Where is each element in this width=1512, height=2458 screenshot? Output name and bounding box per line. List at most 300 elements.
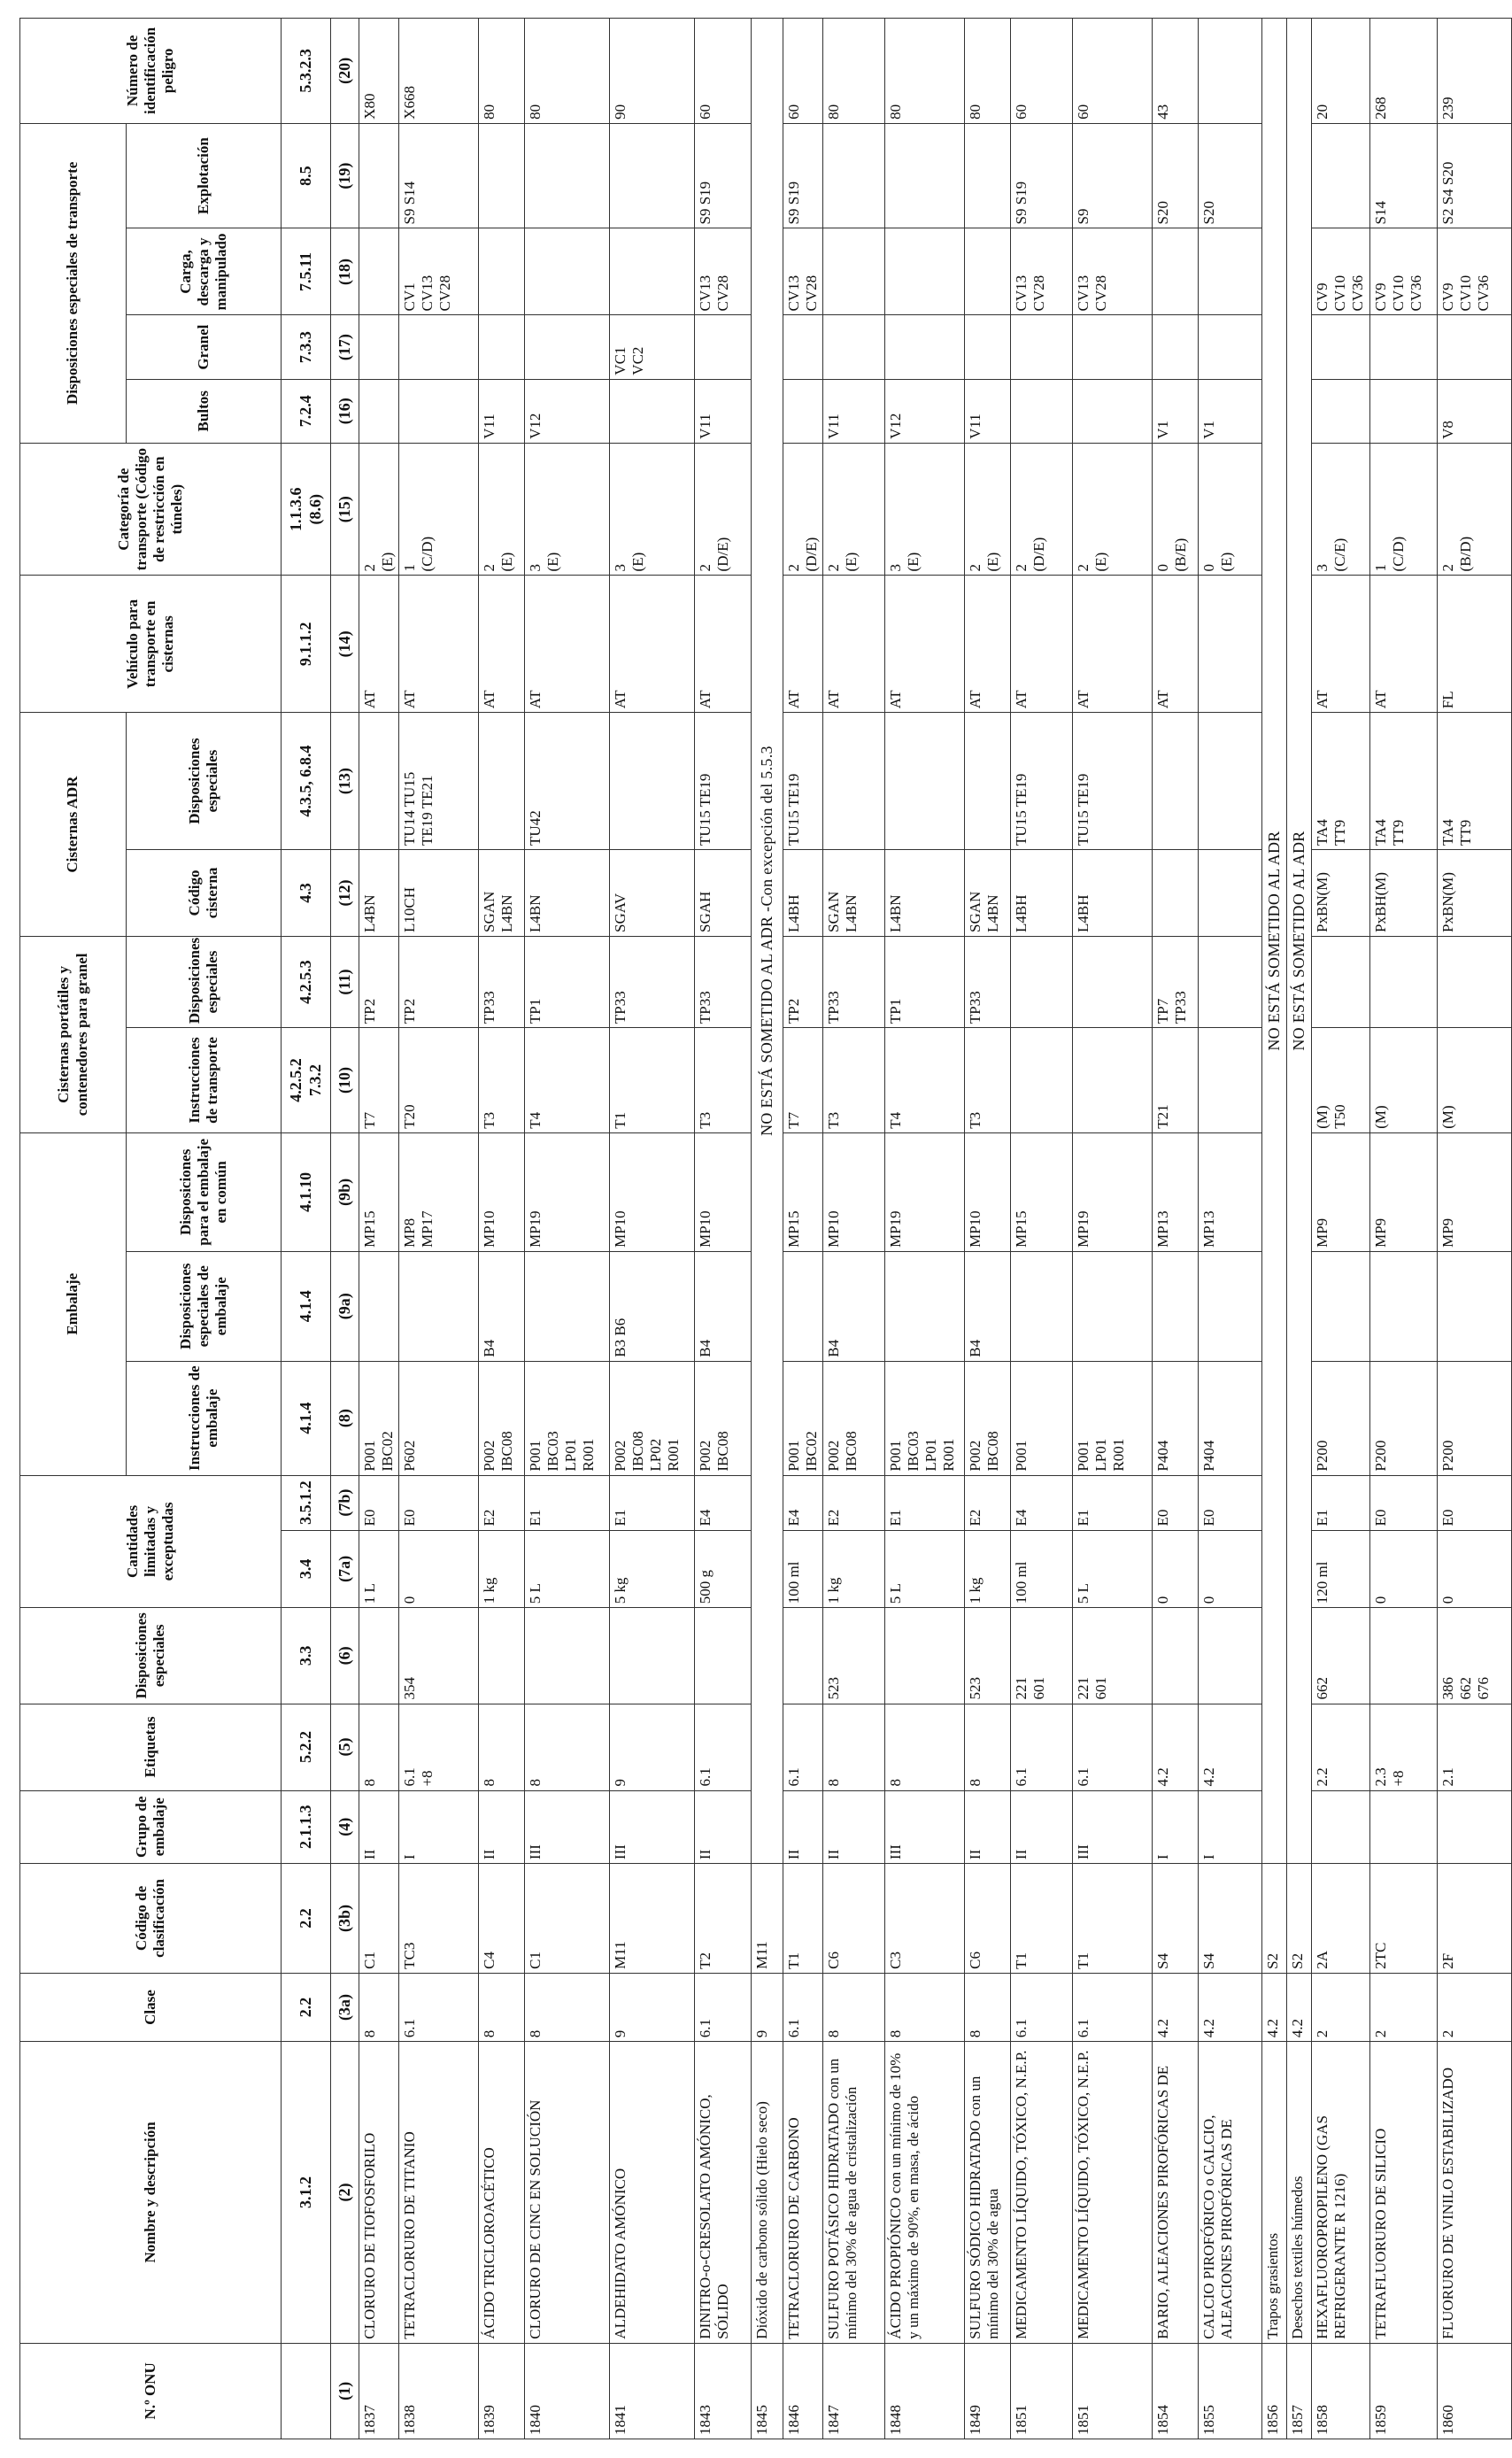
table-cell: CV13 CV28 xyxy=(1011,228,1073,315)
table-cell: 8 xyxy=(965,1704,1011,1790)
table-cell xyxy=(823,123,885,228)
table-cell: 1856 xyxy=(1262,2343,1287,2439)
column-number-cell: (7b) xyxy=(331,1475,359,1530)
table-cell: 4.2 xyxy=(1262,1973,1287,2041)
table-cell xyxy=(1011,936,1073,1027)
table-cell: MP10 xyxy=(610,1132,695,1251)
reference-cell: 3.4 xyxy=(282,1530,331,1608)
table-cell: AT xyxy=(1312,576,1370,713)
not-subject-note: NO ESTÁ SOMETIDO AL ADR -Con excepción del 5.5.3 xyxy=(752,19,783,1864)
substance-name-cell: TETRACLORURO DE CARBONO xyxy=(783,2042,823,2343)
table-cell xyxy=(1011,315,1073,379)
adr-dangerous-goods-table xyxy=(19,18,1512,2439)
substance-name-cell: ÁCIDO PROPIÓNICO con un mínimo de 10% y un máximo de 90%, en masa, de ácido xyxy=(885,2042,965,2343)
table-cell: 6.1 +8 xyxy=(399,1704,479,1790)
header-limited-quantities: Cantidades limitadas y exceptuadas xyxy=(20,1475,282,1608)
table-cell: E0 xyxy=(1438,1475,1512,1530)
table-cell: V11 xyxy=(695,379,752,443)
table-cell: AT xyxy=(359,576,399,713)
table-cell: AT xyxy=(1370,576,1438,713)
table-cell xyxy=(1199,19,1262,124)
table-cell: AT xyxy=(399,576,479,713)
header-tank-special: Disposiciones especiales xyxy=(127,713,282,850)
table-cell: L4BN xyxy=(525,849,610,936)
table-cell: 0 (E) xyxy=(1199,443,1262,576)
table-cell xyxy=(1312,315,1370,379)
table-cell xyxy=(1199,713,1262,850)
header-portable-tanks: Cisternas portátiles y contenedores para granel xyxy=(20,936,127,1132)
table-cell: E0 xyxy=(399,1475,479,1530)
table-cell: 6.1 xyxy=(783,1704,823,1790)
table-cell xyxy=(783,1251,823,1361)
table-cell: 1848 xyxy=(885,2343,965,2439)
table-cell: MP10 xyxy=(695,1132,752,1251)
table-cell: TP33 xyxy=(610,936,695,1027)
table-cell: 1849 xyxy=(965,2343,1011,2439)
table-cell: 662 xyxy=(1312,1608,1370,1704)
table-cell: 9 xyxy=(752,1973,783,2041)
table-cell: 43 xyxy=(1153,19,1199,124)
column-number-cell: (20) xyxy=(331,19,359,124)
table-cell: AT xyxy=(823,576,885,713)
table-cell xyxy=(479,315,525,379)
table-cell xyxy=(525,123,610,228)
table-cell: T4 xyxy=(885,1028,965,1133)
table-cell: B4 xyxy=(479,1251,525,1361)
table-cell: S20 xyxy=(1199,123,1262,228)
reference-cell: 4.3 xyxy=(282,849,331,936)
table-cell: 0 xyxy=(1199,1530,1262,1608)
substance-name-cell: BARIO, ALEACIONES PIROFÓRICAS DE xyxy=(1153,2042,1199,2343)
reference-cell: 4.2.5.3 xyxy=(282,936,331,1027)
column-number-cell: (3b) xyxy=(331,1864,359,1974)
table-cell: PxBN(M) xyxy=(1312,849,1370,936)
reference-cell: 8.5 xyxy=(282,123,331,228)
table-cell xyxy=(610,228,695,315)
table-cell: 6.1 xyxy=(1011,1973,1073,2041)
table-cell xyxy=(1312,1790,1370,1864)
header-labels: Etiquetas xyxy=(20,1704,282,1790)
table-cell: I xyxy=(399,1790,479,1864)
table-cell: 1 (C/D) xyxy=(399,443,479,576)
column-number-cell: (10) xyxy=(331,1028,359,1133)
table-row xyxy=(1438,19,1512,2439)
table-cell: V8 xyxy=(1438,379,1512,443)
table-cell: 8 xyxy=(823,1704,885,1790)
table-cell xyxy=(695,315,752,379)
table-cell: AT xyxy=(479,576,525,713)
table-cell: 2.2 xyxy=(1312,1704,1370,1790)
table-cell: I xyxy=(1153,1790,1199,1864)
table-cell xyxy=(783,379,823,443)
table-cell: E2 xyxy=(823,1475,885,1530)
table-cell: 2 (E) xyxy=(479,443,525,576)
table-cell: 354 xyxy=(399,1608,479,1704)
table-cell xyxy=(1073,379,1153,443)
table-cell: TU42 xyxy=(525,713,610,850)
table-cell: S4 xyxy=(1199,1864,1262,1974)
table-cell: CV1 CV13 CV28 xyxy=(399,228,479,315)
table-row xyxy=(1199,19,1262,2439)
table-cell: AT xyxy=(1153,576,1199,713)
table-cell: P200 xyxy=(1312,1361,1370,1475)
table-cell: E4 xyxy=(1011,1475,1073,1530)
table-cell: C6 xyxy=(823,1864,885,1974)
table-row xyxy=(695,19,752,2439)
substance-name-cell: Trapos grasientos xyxy=(1262,2042,1287,2343)
table-cell xyxy=(1370,1790,1438,1864)
table-cell: T2 xyxy=(695,1864,752,1974)
table-cell: 1841 xyxy=(610,2343,695,2439)
table-cell xyxy=(1370,1608,1438,1704)
column-number-cell: (12) xyxy=(331,849,359,936)
table-cell: E2 xyxy=(479,1475,525,1530)
table-cell: 4.2 xyxy=(1287,1973,1312,2041)
table-cell: TU15 TE19 xyxy=(783,713,823,850)
table-cell: S4 xyxy=(1153,1864,1199,1974)
header-loading: Carga, descarga y manipulado xyxy=(127,228,282,315)
column-number-cell: (4) xyxy=(331,1790,359,1864)
table-cell: III xyxy=(610,1790,695,1864)
table-cell: 2.1 xyxy=(1438,1704,1512,1790)
table-cell xyxy=(1153,1251,1199,1361)
table-cell: L4BH xyxy=(783,849,823,936)
table-cell: 1857 xyxy=(1287,2343,1312,2439)
table-cell: AT xyxy=(1011,576,1073,713)
table-cell: 60 xyxy=(783,19,823,124)
table-cell: 1859 xyxy=(1370,2343,1438,2439)
substance-name-cell: FLUORURO DE VINILO ESTABILIZADO xyxy=(1438,2042,1512,2343)
table-cell: E0 xyxy=(359,1475,399,1530)
table-cell: 8 xyxy=(359,1973,399,2041)
table-cell: III xyxy=(885,1790,965,1864)
table-cell: L4BH xyxy=(1011,849,1073,936)
table-cell xyxy=(1312,123,1370,228)
table-cell xyxy=(1011,1251,1073,1361)
table-cell: 20 xyxy=(1312,19,1370,124)
table-cell: 2 (D/E) xyxy=(783,443,823,576)
column-number-cell: (5) xyxy=(331,1704,359,1790)
reference-cell: 4.3.5, 6.8.4 xyxy=(282,713,331,850)
table-cell: 523 xyxy=(965,1608,1011,1704)
table-cell: P200 xyxy=(1370,1361,1438,1475)
table-cell: 1 kg xyxy=(965,1530,1011,1608)
table-cell: 9 xyxy=(610,1973,695,2041)
header-portable-instructions: Instrucciones de transporte xyxy=(127,1028,282,1133)
table-cell: TA4 TT9 xyxy=(1312,713,1370,850)
table-cell: TP33 xyxy=(479,936,525,1027)
table-cell: E4 xyxy=(695,1475,752,1530)
table-cell: P001 IBC03 LP01 R001 xyxy=(525,1361,610,1475)
substance-name-cell: ALDEHIDATO AMÓNICO xyxy=(610,2042,695,2343)
table-cell: TP33 xyxy=(823,936,885,1027)
table-cell: T7 xyxy=(359,1028,399,1133)
table-cell xyxy=(1153,315,1199,379)
header-portable-special: Disposiciones especiales xyxy=(127,936,282,1027)
table-cell: T1 xyxy=(610,1028,695,1133)
substance-name-cell: Desechos textiles húmedos xyxy=(1287,2042,1312,2343)
table-cell: TP1 xyxy=(525,936,610,1027)
table-cell: T3 xyxy=(479,1028,525,1133)
table-cell xyxy=(359,713,399,850)
header-mixed-packing: Disposiciones para el embalaje en común xyxy=(127,1132,282,1251)
table-cell: P002 IBC08 xyxy=(479,1361,525,1475)
table-cell: 2A xyxy=(1312,1864,1370,1974)
table-cell xyxy=(359,228,399,315)
table-cell: MP15 xyxy=(359,1132,399,1251)
table-cell: 2 (E) xyxy=(1073,443,1153,576)
table-cell: 1858 xyxy=(1312,2343,1370,2439)
table-cell: L4BN xyxy=(885,849,965,936)
table-cell: 60 xyxy=(695,19,752,124)
table-cell: 2F xyxy=(1438,1864,1512,1974)
table-cell: CV9 CV10 CV36 xyxy=(1370,228,1438,315)
table-cell: SGAV xyxy=(610,849,695,936)
header-packaging: Embalaje xyxy=(20,1132,127,1475)
table-cell xyxy=(885,713,965,850)
table-cell: 2 (E) xyxy=(359,443,399,576)
table-cell: 1 (C/D) xyxy=(1370,443,1438,576)
table-cell: S9 S14 xyxy=(399,123,479,228)
table-cell: MP13 xyxy=(1153,1132,1199,1251)
table-cell: TA4 TT9 xyxy=(1438,713,1512,850)
table-cell: TP1 xyxy=(885,936,965,1027)
table-cell: E1 xyxy=(610,1475,695,1530)
table-cell xyxy=(1153,228,1199,315)
table-cell xyxy=(1199,1028,1262,1133)
table-cell: P602 xyxy=(399,1361,479,1475)
table-cell: S2 S4 S20 xyxy=(1438,123,1512,228)
table-cell: 0 xyxy=(399,1530,479,1608)
substance-name-cell: TETRAFLUORURO DE SILICIO xyxy=(1370,2042,1438,2343)
table-cell: 1840 xyxy=(525,2343,610,2439)
table-cell xyxy=(1153,1608,1199,1704)
table-row xyxy=(610,19,695,2439)
table-cell: E1 xyxy=(1312,1475,1370,1530)
table-cell: FL xyxy=(1438,576,1512,713)
table-cell: 8 xyxy=(823,1973,885,2041)
table-cell: MP10 xyxy=(823,1132,885,1251)
substance-name-cell: SULFURO SÓDICO HIDRATADO con un mínimo del 30% de agua xyxy=(965,2042,1011,2343)
table-cell: 6.1 xyxy=(783,1973,823,2041)
column-number-cell: (2) xyxy=(331,2042,359,2343)
table-cell: II xyxy=(823,1790,885,1864)
table-cell: 1843 xyxy=(695,2343,752,2439)
table-cell: 1851 xyxy=(1073,2343,1153,2439)
table-cell: P404 xyxy=(1153,1361,1199,1475)
table-cell: S2 xyxy=(1262,1864,1287,1974)
table-cell: 80 xyxy=(885,19,965,124)
not-subject-note: NO ESTÁ SOMETIDO AL ADR xyxy=(1287,19,1312,1864)
table-cell: AT xyxy=(783,576,823,713)
table-cell: MP10 xyxy=(965,1132,1011,1251)
table-cell xyxy=(1312,936,1370,1027)
table-row xyxy=(885,19,965,2439)
table-cell: 6.1 xyxy=(1011,1704,1073,1790)
table-cell xyxy=(1199,315,1262,379)
table-cell: 1 kg xyxy=(479,1530,525,1608)
table-cell: CV13 CV28 xyxy=(1073,228,1153,315)
reference-cell: 7.5.11 xyxy=(282,228,331,315)
table-cell: 2 xyxy=(1370,1973,1438,2041)
table-cell: L4BH xyxy=(1073,849,1153,936)
table-cell: 1855 xyxy=(1199,2343,1262,2439)
table-cell: E1 xyxy=(1073,1475,1153,1530)
reference-cell: 9.1.1.2 xyxy=(282,576,331,713)
table-cell: P001 xyxy=(1011,1361,1073,1475)
table-row xyxy=(823,19,885,2439)
table-cell: AT xyxy=(885,576,965,713)
table-cell xyxy=(885,315,965,379)
table-cell: TU14 TU15 TE19 TE21 xyxy=(399,713,479,850)
table-cell: AT xyxy=(1073,576,1153,713)
header-bulk: Granel xyxy=(127,315,282,379)
table-cell: AT xyxy=(610,576,695,713)
table-cell: S9 S19 xyxy=(1011,123,1073,228)
table-cell: MP19 xyxy=(1073,1132,1153,1251)
table-cell: X668 xyxy=(399,19,479,124)
table-cell: S9 xyxy=(1073,123,1153,228)
table-cell: 3 (E) xyxy=(885,443,965,576)
header-operation: Explotación xyxy=(127,123,282,228)
table-cell: P002 IBC08 LP02 R001 xyxy=(610,1361,695,1475)
table-cell xyxy=(525,1608,610,1704)
reference-cell: 2.2 xyxy=(282,1973,331,2041)
column-number-cell: (14) xyxy=(331,576,359,713)
column-number-row xyxy=(331,19,359,2439)
table-cell xyxy=(359,379,399,443)
table-cell xyxy=(525,228,610,315)
table-cell: 386 662 676 xyxy=(1438,1608,1512,1704)
header-classification-code: Código de clasificación xyxy=(20,1864,282,1974)
table-cell: MP8 MP17 xyxy=(399,1132,479,1251)
table-cell: AT xyxy=(965,576,1011,713)
table-cell: 1847 xyxy=(823,2343,885,2439)
table-cell: P002 IBC08 xyxy=(965,1361,1011,1475)
table-cell xyxy=(1438,936,1512,1027)
table-cell xyxy=(965,713,1011,850)
table-cell: V1 xyxy=(1153,379,1199,443)
table-row xyxy=(479,19,525,2439)
table-cell: 5 L xyxy=(1073,1530,1153,1608)
table-cell xyxy=(965,228,1011,315)
table-cell: 5 kg xyxy=(610,1530,695,1608)
reference-cell: 1.1.3.6 (8.6) xyxy=(282,443,331,576)
table-cell: PxBN(M) xyxy=(1438,849,1512,936)
table-cell: L4BN xyxy=(359,849,399,936)
header-name: Nombre y descripción xyxy=(20,2042,282,2343)
table-cell: 0 xyxy=(1370,1530,1438,1608)
table-cell: 100 ml xyxy=(1011,1530,1073,1608)
table-cell: CV9 CV10 CV36 xyxy=(1312,228,1370,315)
header-special-provisions: Disposiciones especiales xyxy=(20,1608,282,1704)
substance-name-cell: ÁCIDO TRICLOROACÉTICO xyxy=(479,2042,525,2343)
reference-row xyxy=(282,19,331,2439)
table-cell: E0 xyxy=(1153,1475,1199,1530)
table-cell: TU15 TE19 xyxy=(695,713,752,850)
table-cell: M11 xyxy=(610,1864,695,1974)
table-cell: MP15 xyxy=(783,1132,823,1251)
column-number-cell: (11) xyxy=(331,936,359,1027)
table-cell: SGAH xyxy=(695,849,752,936)
column-number-cell: (9b) xyxy=(331,1132,359,1251)
table-cell: P002 IBC08 xyxy=(823,1361,885,1475)
table-cell xyxy=(1370,936,1438,1027)
table-cell: E1 xyxy=(885,1475,965,1530)
table-cell: 2 (D/E) xyxy=(695,443,752,576)
table-cell: 1 kg xyxy=(823,1530,885,1608)
table-cell: M11 xyxy=(752,1864,783,1974)
table-cell xyxy=(359,1251,399,1361)
table-cell: P001 IBC03 LP01 R001 xyxy=(885,1361,965,1475)
substance-name-cell: Dióxido de carbono sólido (Hielo seco) xyxy=(752,2042,783,2343)
table-cell xyxy=(610,713,695,850)
table-cell: 8 xyxy=(525,1973,610,2041)
table-cell: T3 xyxy=(823,1028,885,1133)
table-cell: CV13 CV28 xyxy=(783,228,823,315)
table-cell xyxy=(1438,315,1512,379)
reference-cell: 4.2.5.2 7.3.2 xyxy=(282,1028,331,1133)
table-cell: CV13 CV28 xyxy=(695,228,752,315)
table-cell: TP33 xyxy=(965,936,1011,1027)
table-cell xyxy=(1312,379,1370,443)
table-cell xyxy=(823,713,885,850)
table-cell xyxy=(1370,315,1438,379)
table-cell xyxy=(823,315,885,379)
table-cell: S20 xyxy=(1153,123,1199,228)
table-cell: S9 S19 xyxy=(695,123,752,228)
reference-cell: 7.2.4 xyxy=(282,379,331,443)
table-cell: S14 xyxy=(1370,123,1438,228)
table-cell xyxy=(359,123,399,228)
table-cell: 120 ml xyxy=(1312,1530,1370,1608)
table-cell: 523 xyxy=(823,1608,885,1704)
table-cell: 2 (B/D) xyxy=(1438,443,1512,576)
table-cell: 239 xyxy=(1438,19,1512,124)
table-cell: 2 (E) xyxy=(965,443,1011,576)
table-cell: C4 xyxy=(479,1864,525,1974)
table-cell: P001 IBC02 xyxy=(783,1361,823,1475)
table-cell xyxy=(479,1608,525,1704)
header-packages: Bultos xyxy=(127,379,282,443)
table-cell: PxBH(M) xyxy=(1370,849,1438,936)
table-cell xyxy=(1199,936,1262,1027)
table-cell: E0 xyxy=(1199,1475,1262,1530)
table-cell: 1854 xyxy=(1153,2343,1199,2439)
table-cell: II xyxy=(359,1790,399,1864)
table-cell xyxy=(610,123,695,228)
table-cell: T21 xyxy=(1153,1028,1199,1133)
table-cell: P001 LP01 R001 xyxy=(1073,1361,1153,1475)
reference-cell: 4.1.4 xyxy=(282,1251,331,1361)
table-cell xyxy=(525,1251,610,1361)
table-cell: TP2 xyxy=(399,936,479,1027)
table-cell: X80 xyxy=(359,19,399,124)
table-row xyxy=(525,19,610,2439)
header-adr-tanks: Cisternas ADR xyxy=(20,713,127,937)
column-number-cell: (9a) xyxy=(331,1251,359,1361)
header-hazard-number: Número de identificación peligro xyxy=(20,19,282,124)
table-cell: SGAN L4BN xyxy=(823,849,885,936)
table-cell xyxy=(1199,849,1262,936)
table-cell xyxy=(399,1251,479,1361)
table-cell: 0 (B/E) xyxy=(1153,443,1199,576)
table-cell: SGAN L4BN xyxy=(965,849,1011,936)
table-row xyxy=(1312,19,1370,2439)
table-cell: VC1 VC2 xyxy=(610,315,695,379)
table-cell: 80 xyxy=(965,19,1011,124)
table-cell xyxy=(885,1251,965,1361)
